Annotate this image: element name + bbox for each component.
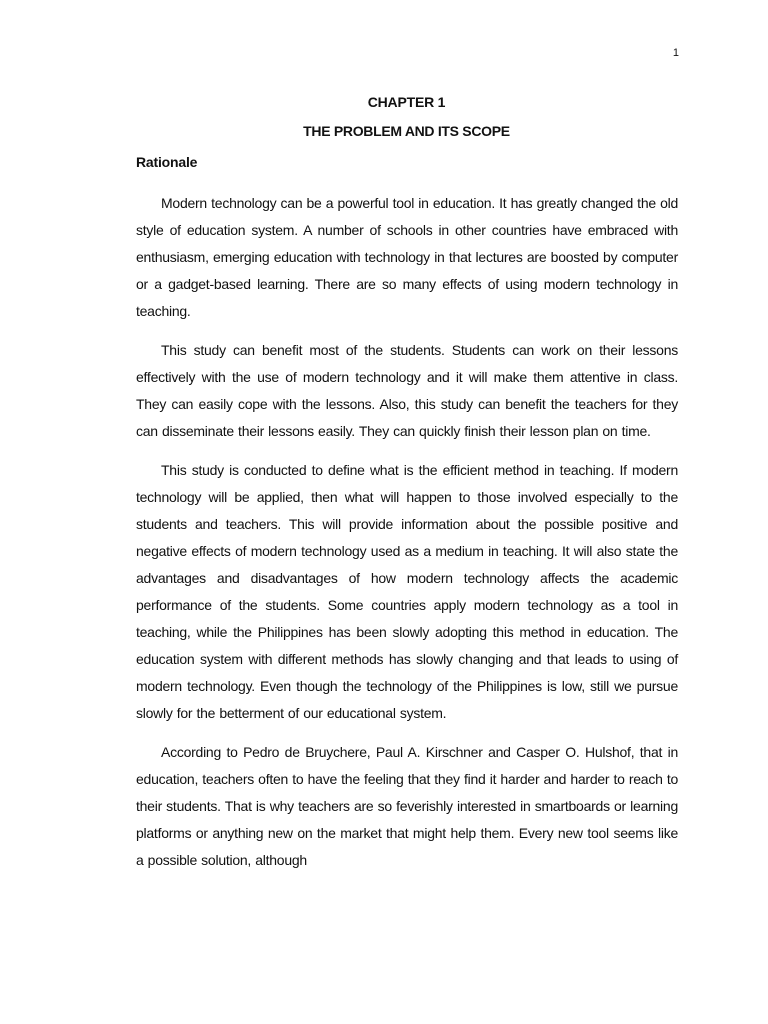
paragraph: According to Pedro de Bruychere, Paul A. Kirschner and Casper O. Hulshof, that in education, teachers often to have the feeling that they find it harder and harder to reach to their students. That is why teachers are so feverishly interested in smartboards or learning platforms or anything new on the market that might help them. Every new tool seems like a possible solution, although (136, 744, 678, 868)
section-heading-rationale: Rationale (136, 154, 198, 170)
paragraph: Modern technology can be a powerful tool in education. It has greatly changed the old style of education system. A number of schools in other countries have embraced with enthusiasm, emerging education with technology in that lectures are boosted by computer or a gadget-based learning. There are so many effects of using modern technology in teaching. (136, 195, 678, 319)
paragraph: This study is conducted to define what is the efficient method in teaching. If modern technology will be applied, then what will happen to those involved especially to the students and teachers. This will provide information about the possible positive and negative effects of modern technology used as a medium in teaching. It will also state the advantages and disadvantages of how modern technology affects the academic performance of the students. Some countries apply modern technology as a tool in teaching, while the Philippines has been slowly adopting this method in education. The education system with different methods has slowly changing and that leads to using of modern technology. Even though the technology of the Philippines is low, still we pursue slowly for the betterment of our educational system. (136, 462, 678, 721)
chapter-title: THE PROBLEM AND ITS SCOPE (303, 123, 510, 139)
paragraph: This study can benefit most of the students. Students can work on their lessons effectively with the use of modern technology and it will make them attentive in class. They can easily cope with the lessons. Also, this study can benefit the teachers for they can disseminate their lessons easily. They can quickly finish their lesson plan on time. (136, 342, 678, 439)
chapter-label: CHAPTER 1 (367, 94, 446, 110)
page-number: 1 (672, 47, 679, 59)
body-text (136, 190, 678, 886)
